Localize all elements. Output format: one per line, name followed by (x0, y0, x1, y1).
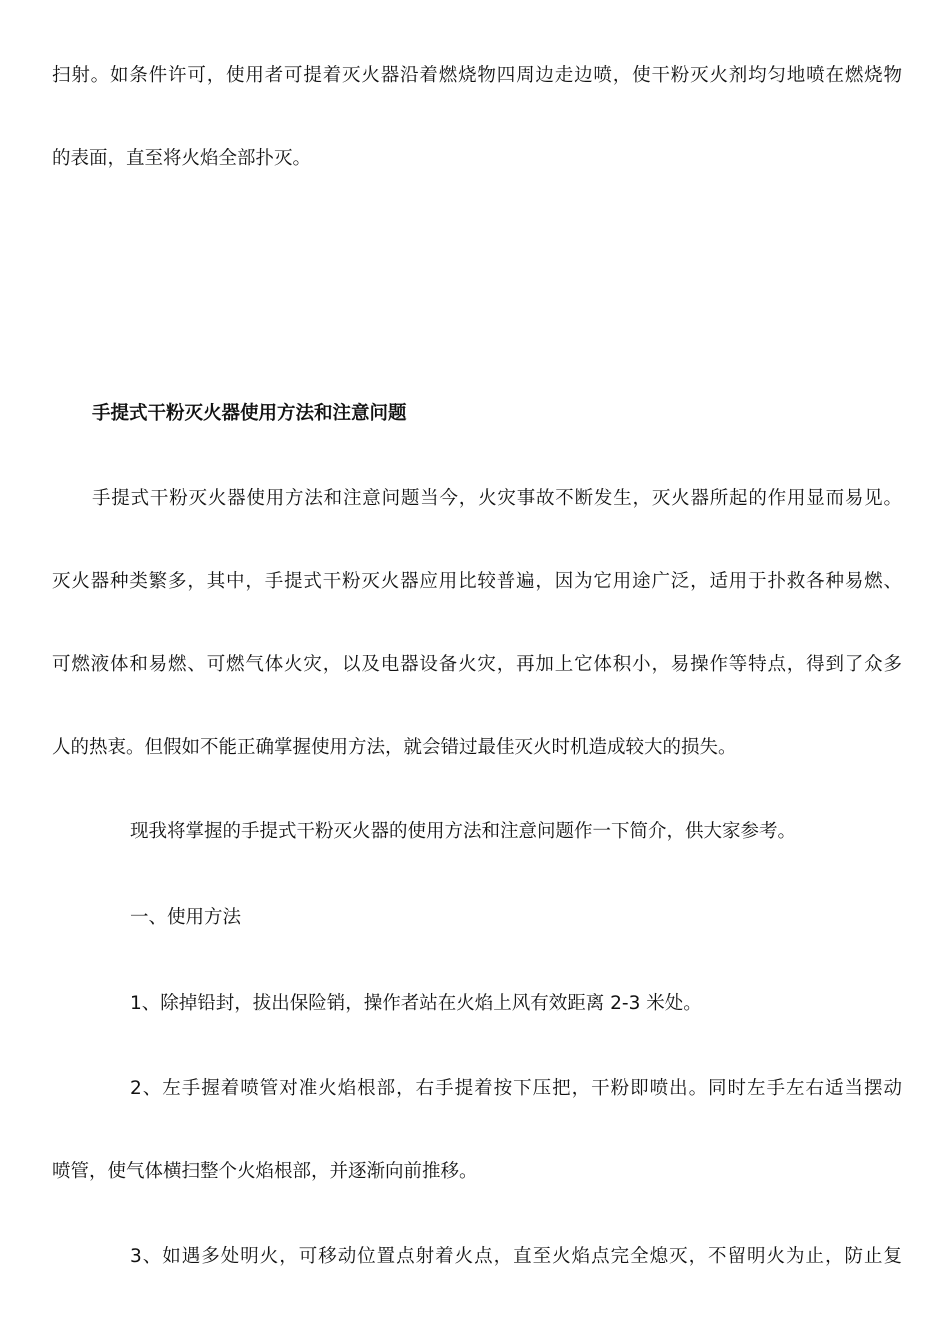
section-heading: 手提式干粉灭火器使用方法和注意问题 (92, 403, 407, 424)
para3-line: 现我将掌握的手提式干粉灭火器的使用方法和注意问题作一下简介，供大家参考。 (130, 821, 797, 842)
para2-line-3: 可燃液体和易燃、可燃气体火灾，以及电器设备火灾，再加上它体积小，易操作等特点，得到了众多 (52, 654, 902, 675)
subsection-title: 一、使用方法 (130, 907, 242, 928)
step-1: 1、除掉铅封，拔出保险销，操作者站在火焰上风有效距离 2-3 米处。 (130, 993, 702, 1014)
para2-line-4: 人的热衷。但假如不能正确掌握使用方法，就会错过最佳灭火时机造成较大的损失。 (52, 737, 737, 758)
step-3-line-1: 3、如遇多处明火，可移动位置点射着火点，直至火焰点完全熄灭，不留明火为止，防止复 (130, 1246, 902, 1267)
para1-line-1: 扫射。如条件许可，使用者可提着灭火器沿着燃烧物四周边走边喷，使干粉灭火剂均匀地喷在燃烧物 (52, 65, 902, 86)
para2-line-2: 灭火器种类繁多，其中，手提式干粉灭火器应用比较普遍，因为它用途广泛，适用于扑救各种易燃、 (52, 571, 902, 592)
step-2-line-1: 2、左手握着喷管对准火焰根部，右手提着按下压把，干粉即喷出。同时左手左右适当摆动 (130, 1078, 902, 1099)
step-2-line-2: 喷管，使气体横扫整个火焰根部，并逐渐向前推移。 (52, 1161, 478, 1182)
para1-line-2: 的表面，直至将火焰全部扑灭。 (52, 148, 312, 169)
para2-line-1: 手提式干粉灭火器使用方法和注意问题当今，火灾事故不断发生，灭火器所起的作用显而易见。 (92, 488, 902, 509)
